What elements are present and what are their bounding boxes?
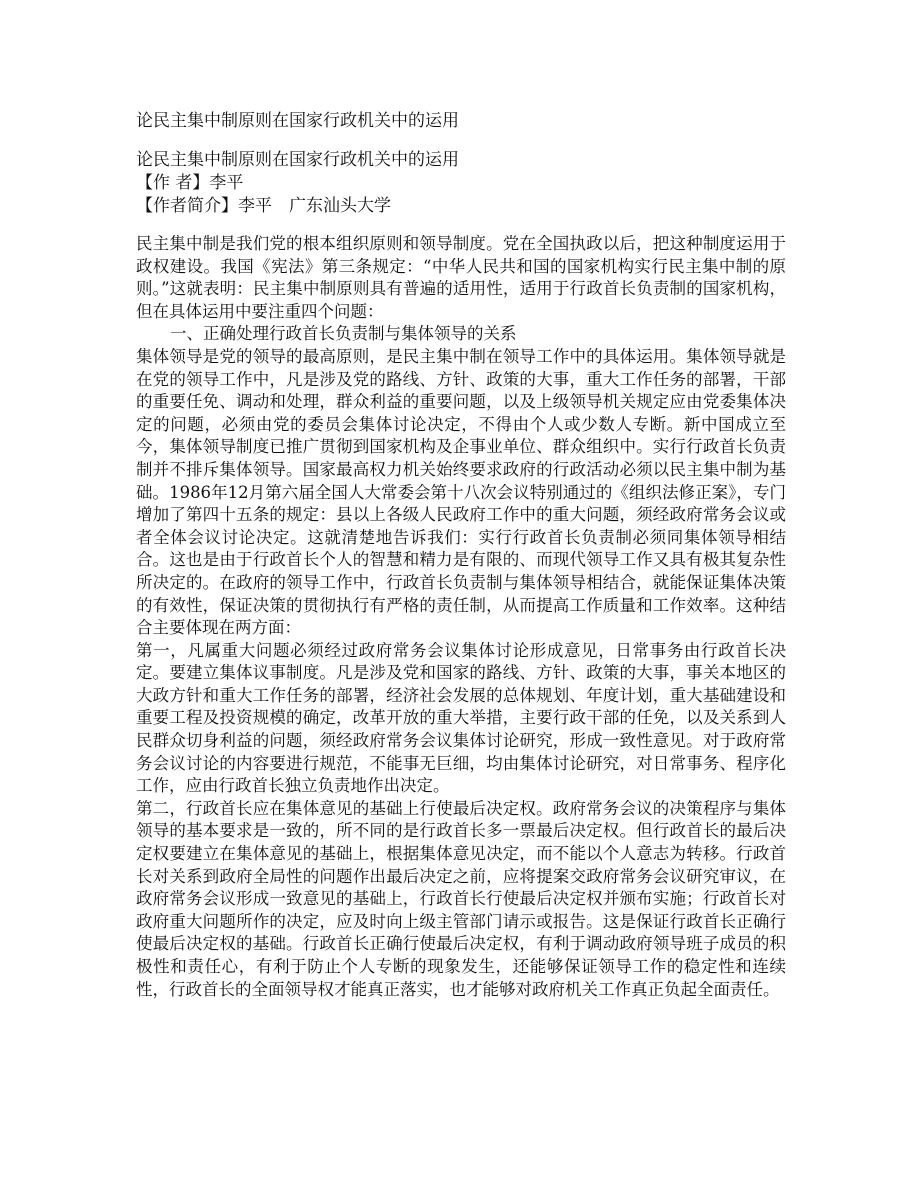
article-body [136,233,786,1001]
document-top-title: 论民主集中制原则在国家行政机关中的运用 [136,111,459,131]
article-header [136,149,816,218]
article-title: 论民主集中制原则在国家行政机关中的运用 [136,150,459,170]
collective-leadership-paragraph: 集体领导是党的领导的最高原则，是民主集中制在领导工作中的具体运用。集体领导就是在党的领导工作中，凡是涉及党的路线、方针、政策的大事，重大工作任务的部署，干部的重要任免、调动和处理，群众利益的重要问题，以及上级领导机关规定应由党委集体决定的问题，必须由党的委员会集体讨论决定，不得由个人或少数人专断。新中国成立至今，集体领导制度已推广贯彻到国家机构及企事业单位、群众组织中。实行行政首长负责制并不排斥集体领导。国家最高权力机关始终要求政府的行政活动必须以民主集中制为基础。1986年12月第六届全国人大常委会第十八次会议特别通过的《组织法修正案》，专门增加了第四十五条的规定：县以上各级人民政府工作中的重大问题，须经政府常务会议或者全体会议讨论决定。这就清楚地告诉我们：实行行政首长负责制必须同集体领导相结合。这也是由于行政首长个人的智慧和精力是有限的、而现代领导工作又具有极其复杂性所决定的。在政府的领导工作中，行政首长负责制与集体领导相结合，就能保证集体决策的有效性，保证决策的贯彻执行有严格的责任制，从而提高工作质量和工作效率。这种结合主要体现在两方面： [136,346,786,638]
author-line: 【作 者】李平 [136,173,244,193]
first-point-paragraph: 第一，凡属重大问题必须经过政府常务会议集体讨论形成意见，日常事务由行政首长决定。要建立集体议事制度。凡是涉及党和国家的路线、方针、政策的大事，事关本地区的大政方针和重大工作任务的部署，经济社会发展的总体规划、年度计划，重大基础建设和重要工程及投资规模的确定，改革开放的重大举措，主要行政干部的任免，以及关系到人民群众切身利益的问题，须经政府常务会议集体讨论研究，形成一致性意见。对于政府常务会议讨论的内容要进行规范，不能事无巨细，均由集体讨论研究，对日常事务、程序化工作，应由行政首长独立负责地作出决定。 [136,640,786,796]
intro-paragraph: 民主集中制是我们党的根本组织原则和领导制度。党在全国执政以后，把这种制度运用于政权建设。我国《宪法》第三条规定：“中华人民共和国的国家机构实行民主集中制的原则。”这就表明：民主集中制原则具有普遍的适用性，适用于行政首长负责制的国家机构，但在具体运用中要注重四个问题： [136,234,786,321]
section-heading: 一、正确处理行政首长负责制与集体领导的关系 [170,324,517,344]
author-intro-line: 【作者简介】李平 广东汕头大学 [136,196,391,216]
second-point-paragraph: 第二，行政首长应在集体意见的基础上行使最后决定权。政府常务会议的决策程序与集体领导的基本要求是一致的，所不同的是行政首长多一票最后决定权。但行政首长的最后决定权要建立在集体意见的基础上，根据集体意见决定，而不能以个人意志为转移。行政首长对关系到政府全局性的问题作出最后决定之前，应将提案交政府常务会议研究审议，在政府常务会议形成一致意见的基础上，行政首长行使最后决定权并颁布实施；行政首长对政府重大问题所作的决定，应及时向上级主管部门请示或报告。这是保证行政首长正确行使最后决定权的基础。行政首长正确行使最后决定权，有利于调动政府领导班子成员的积极性和责任心，有利于防止个人专断的现象发生，还能够保证领导工作的稳定性和连续性，行政首长的全面领导权才能真正落实，也才能够对政府机关工作真正负起全面责任。 [136,798,786,999]
